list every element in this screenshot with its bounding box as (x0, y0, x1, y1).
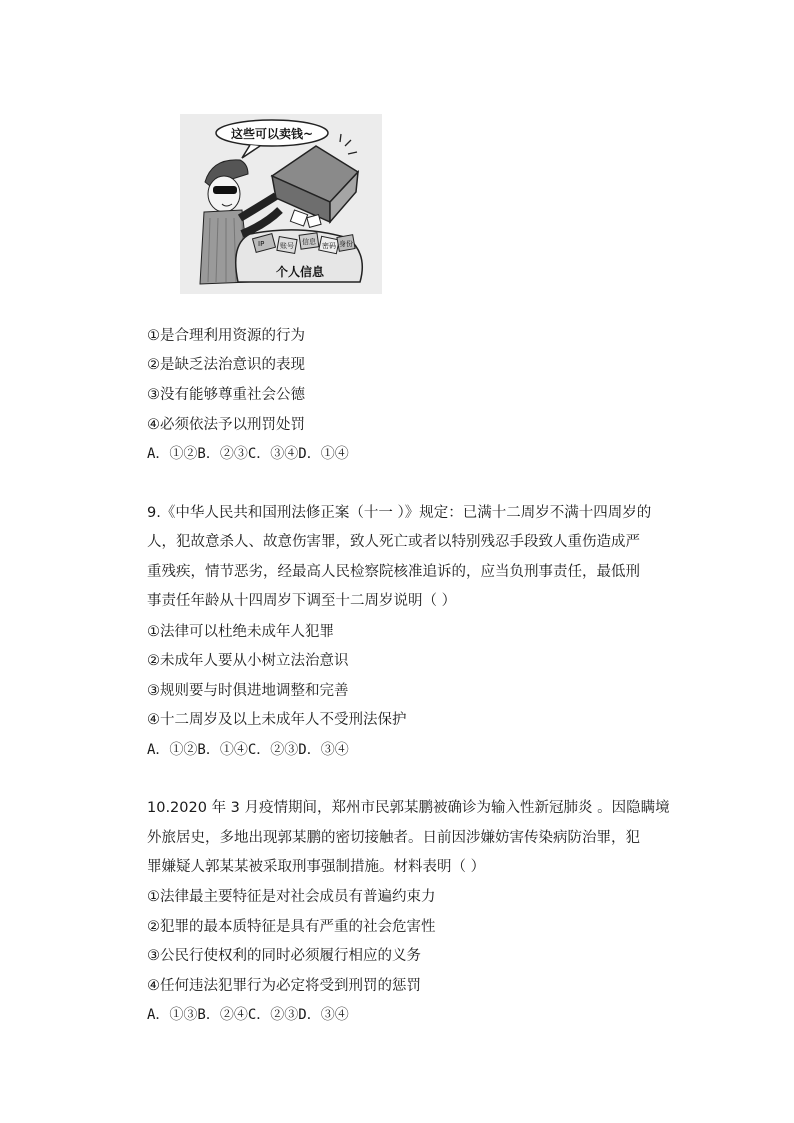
doc-label-account: 账号 (280, 242, 294, 250)
doc-label-identity: 身份 (339, 240, 353, 248)
q10-stem-line-3: 罪嫌疑人郭某某被采取刑事强制措施。材料表明（ ） (147, 859, 486, 875)
q10-options: A．①③B．②④C．②③D．③④ (147, 1007, 349, 1023)
doc-label-info: 信息 (302, 238, 316, 246)
q10-statement-3: ③公民行使权利的同时必须履行相应的义务 (147, 948, 421, 964)
sunglasses (213, 186, 237, 194)
cartoon-illustration (180, 114, 382, 294)
q10-statement-1: ①法律最主要特征是对社会成员有普遍约束力 (147, 889, 436, 905)
q8-statement-2: ②是缺乏法治意识的表现 (147, 357, 305, 373)
q9-stem-line-4: 事责任年龄从十四周岁下调至十二周岁说明（ ） (147, 593, 457, 609)
q9-statement-3: ③规则要与时俱进地调整和完善 (147, 683, 349, 699)
q8-options: A．①②B．②③C．③④D．①④ (147, 446, 349, 462)
q9-options: A．①②B．①④C．②③D．③④ (147, 742, 349, 758)
q8-statement-4: ④必须依法予以刑罚处罚 (147, 417, 305, 433)
q10-statement-4: ④任何违法犯罪行为必定将受到刑罚的惩罚 (147, 978, 421, 994)
q9-stem-line-3: 重残疾，情节恶劣，经最高人民检察院核准追诉的，应当负刑事责任，最低刑 (147, 564, 640, 580)
q10-stem-line-2: 外旅居史，多地出现郭某鹏的密切接触者。日前因涉嫌妨害传染病防治罪，犯 (147, 830, 640, 846)
q8-statement-1: ①是合理利用资源的行为 (147, 328, 305, 344)
doc-label-ip: IP (258, 240, 265, 248)
q9-stem-line-1: 9.《中华人民共和国刑法修正案（十一 ）》规定：已满十二周岁不满十四周岁的 (147, 505, 652, 521)
q10-statement-2: ②犯罪的最本质特征是具有严重的社会危害性 (147, 919, 436, 935)
q10-stem-line-1: 10.2020 年 3 月疫情期间，郑州市民郭某鹏被确诊为输入性新冠肺炎 。因隐瞒境 (147, 800, 670, 816)
doc-label-password: 密码 (322, 242, 336, 250)
q9-statement-4: ④十二周岁及以上未成年人不受刑法保护 (147, 712, 407, 728)
q9-stem-line-2: 人，犯故意杀人、故意伤害罪，致人死亡或者以特别残忍手段致人重伤造成严 (147, 534, 640, 550)
q9-statement-1: ①法律可以杜绝未成年人犯罪 (147, 624, 334, 640)
q9-statement-2: ②未成年人要从小树立法治意识 (147, 653, 349, 669)
speech-bubble-text: 这些可以卖钱~ (230, 127, 314, 141)
q8-statement-3: ③没有能够尊重社会公德 (147, 387, 305, 403)
sack-label: 个人信息 (275, 265, 325, 279)
